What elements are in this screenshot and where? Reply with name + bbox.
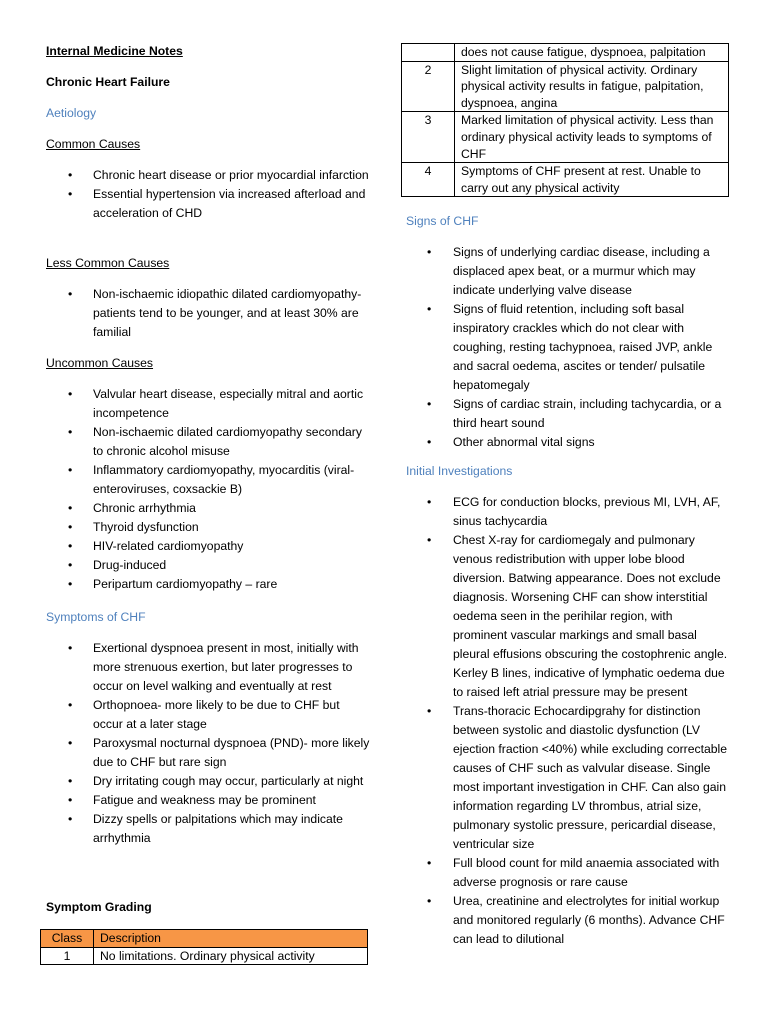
bullet-icon: •	[427, 894, 432, 908]
column-header-class: Class	[41, 930, 94, 948]
bullet-icon: •	[68, 425, 73, 439]
investigations-list	[401, 493, 729, 949]
bullet-icon: •	[427, 245, 432, 259]
uncommon-causes-heading: Uncommon Causes	[46, 356, 154, 370]
bullet-icon: •	[68, 812, 73, 826]
list-item: • Chronic heart disease or prior myocardial infarction	[46, 166, 371, 185]
bullet-icon: •	[68, 558, 73, 572]
list-item: • Inflammatory cardiomyopathy, myocarditis (viral- enteroviruses, coxsackie B)	[68, 463, 355, 496]
bullet-icon: •	[68, 387, 73, 401]
bullet-icon: •	[427, 435, 432, 449]
description-cell: Symptoms of CHF present at rest. Unable to carry out any physical activity	[455, 163, 729, 197]
bullet-icon: •	[427, 397, 432, 411]
list-item: • Fatigue and weakness may be prominent	[46, 791, 371, 810]
class-cell	[402, 44, 455, 62]
bullet-icon: •	[68, 577, 73, 591]
less-common-causes-list	[46, 285, 371, 342]
table-row	[402, 112, 729, 163]
list-item: • Full blood count for mild anaemia associated with adverse prognosis or rare cause	[427, 856, 720, 889]
list-item: • Dry irritating cough may occur, particularly at night	[46, 772, 371, 791]
bullet-icon: •	[68, 641, 73, 655]
list-item: • Chest X-ray for cardiomegaly and pulmonary venous redistribution with upper lobe blood diversion. Batwing appearance. Does not exclude diagnosis. Worsening CHF can show interstitial oedema seen in the perihilar region, with prominent vascular markings and small basal pleural effusions obscuring the costophrenic angle. Kerley B lines, indicative of lymphatic oedema due to raised left atrial pressure may be present	[427, 533, 728, 699]
bullet-icon: •	[68, 187, 73, 201]
document-title: Internal Medicine Notes	[46, 44, 183, 58]
bullet-icon: •	[68, 463, 73, 477]
description-cell: No limitations. Ordinary physical activity	[94, 947, 368, 965]
table-row	[402, 61, 729, 112]
bullet-icon: •	[427, 704, 432, 718]
list-item: • Chronic arrhythmia	[46, 499, 371, 518]
list-item: • Non-ischaemic dilated cardiomyopathy secondary to chronic alcohol misuse	[68, 425, 362, 458]
bullet-icon: •	[68, 698, 73, 712]
list-item: • HIV-related cardiomyopathy	[46, 537, 371, 556]
list-item: • Orthopnoea- more likely to be due to CHF but occur at a later stage	[68, 698, 340, 731]
bullet-icon: •	[68, 774, 73, 788]
table-header-row	[41, 930, 368, 948]
bullet-icon: •	[68, 736, 73, 750]
list-item: • Thyroid dysfunction	[46, 518, 371, 537]
list-item: • Valvular heart disease, especially mitral and aortic incompetence	[68, 387, 364, 420]
table-row	[41, 947, 368, 965]
grading-table-continued	[401, 43, 729, 197]
symptoms-heading: Symptoms of CHF	[46, 610, 146, 624]
investigations-heading: Initial Investigations	[406, 464, 513, 478]
description-cell: Slight limitation of physical activity. Ordinary physical activity results in fatigue, palpitation, dyspnoea, angina	[455, 61, 729, 112]
class-cell: 4	[402, 163, 455, 197]
symptom-grading-heading: Symptom Grading	[46, 900, 152, 914]
signs-heading: Signs of CHF	[406, 214, 479, 228]
bullet-icon: •	[427, 856, 432, 870]
list-item: • Urea, creatinine and electrolytes for initial workup and monitored regularly (6 months). Advance CHF can lead to dilutional	[427, 894, 725, 946]
list-item: • Drug-induced	[46, 556, 371, 575]
description-cell: Marked limitation of physical activity. Less than ordinary physical activity leads to symptoms of CHF	[455, 112, 729, 163]
list-item: • Exertional dyspnoea present in most, initially with more strenuous exertion, but later progresses to occur on level walking and eventually at rest	[68, 641, 359, 693]
list-item: • Trans-thoracic Echocardipgrahy for distinction between systolic and diastolic dysfunction (LV ejection fraction <40%) while excluding correctable causes of CHF such as valvular disease. Single most important investigation in CHF. Can also gain information regarding LV thrombus, atrial size, pulmonary systolic pressure, pericardial disease, ventricular size	[427, 704, 728, 851]
list-item: • Essential hypertension via increased afterload and acceleration of CHD	[68, 187, 366, 220]
list-item: • Other abnormal vital signs	[401, 433, 729, 452]
class-cell: 2	[402, 61, 455, 112]
list-item: • ECG for conduction blocks, previous MI, LVH, AF, sinus tachycardia	[427, 495, 721, 528]
bullet-icon: •	[68, 520, 73, 534]
bullet-icon: •	[68, 539, 73, 553]
section-title: Chronic Heart Failure	[46, 75, 170, 89]
description-cell: does not cause fatigue, dyspnoea, palpitation	[455, 44, 729, 62]
bullet-icon: •	[68, 793, 73, 807]
list-item: • Signs of fluid retention, including soft basal inspiratory crackles which do not clear with coughing, resting tachypnoea, raised JVP, ankle and sacral oedema, ascites or tender/ pulsatile hepatomegaly	[427, 302, 713, 392]
bullet-icon: •	[427, 495, 432, 509]
list-item: • Signs of cardiac strain, including tachycardia, or a third heart sound	[427, 397, 722, 430]
class-cell: 3	[402, 112, 455, 163]
list-item: • Signs of underlying cardiac disease, including a displaced apex beat, or a murmur which may indicate underlying valve disease	[427, 245, 710, 297]
bullet-icon: •	[68, 501, 73, 515]
class-cell: 1	[41, 947, 94, 965]
list-item: • Dizzy spells or palpitations which may indicate arrhythmia	[68, 812, 343, 845]
table-row	[402, 163, 729, 197]
bullet-icon: •	[427, 533, 432, 547]
bullet-icon: •	[68, 287, 73, 301]
common-causes-list	[46, 166, 371, 223]
column-header-description: Description	[94, 930, 368, 948]
aetiology-heading: Aetiology	[46, 106, 97, 120]
list-item: • Peripartum cardiomyopathy – rare	[46, 575, 371, 594]
list-item: • Non-ischaemic idiopathic dilated cardiomyopathy- patients tend to be younger, and at least 30% are familial	[68, 287, 362, 339]
uncommon-causes-list	[46, 385, 371, 594]
symptom-grading-table	[40, 929, 368, 965]
less-common-causes-heading: Less Common Causes	[46, 256, 170, 270]
bullet-icon: •	[68, 168, 73, 182]
symptoms-list	[46, 639, 371, 848]
table-row	[402, 44, 729, 62]
signs-list	[401, 243, 729, 452]
list-item: • Paroxysmal nocturnal dyspnoea (PND)- more likely due to CHF but rare sign	[68, 736, 370, 769]
common-causes-heading: Common Causes	[46, 137, 141, 151]
bullet-icon: •	[427, 302, 432, 316]
